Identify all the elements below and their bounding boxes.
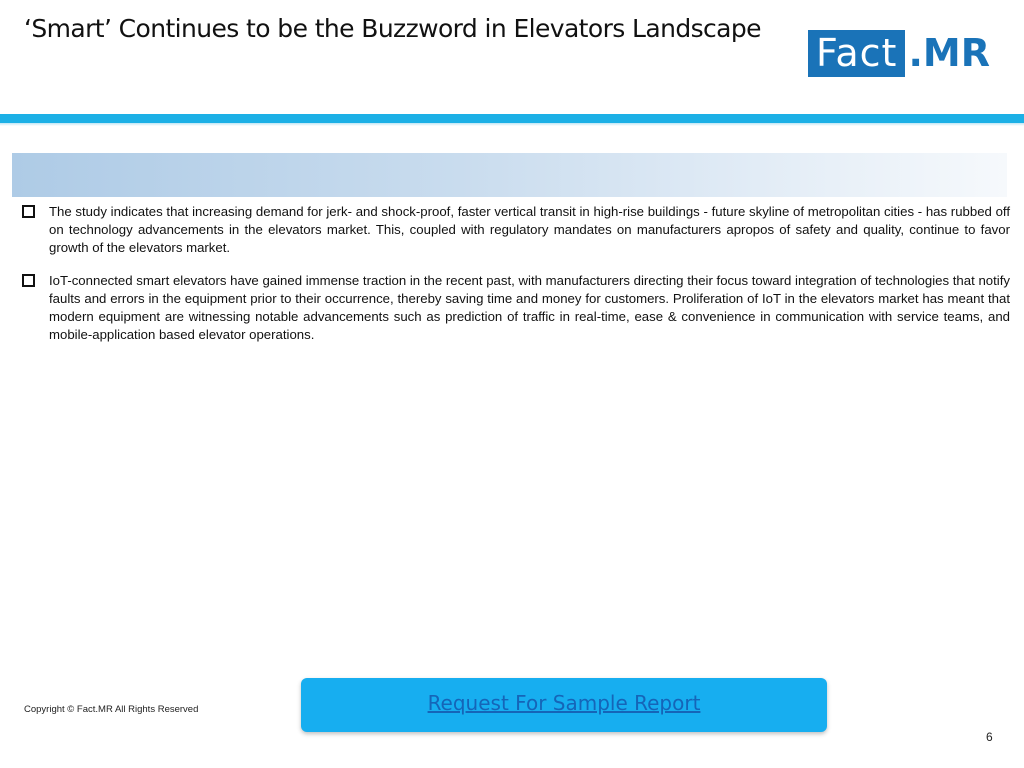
- page-number: 6: [986, 730, 993, 744]
- bullet-text: IoT-connected smart elevators have gained immense traction in the recent past, with manufacturers directing their focus toward integration of technologies that notify faults and errors in the equipment prior to their occurrence, thereby saving time and money for customers. Proliferation of IoT in the elevators market has meant that modern equipment are witnessing notable advancements such as prediction of traffic in real-time, ease & convenience in communication with service teams, and mobile-application based elevator operations.: [49, 272, 1010, 343]
- checkbox-icon: [22, 274, 35, 287]
- fact-mr-logo: [808, 30, 990, 77]
- checkbox-icon: [22, 205, 35, 218]
- list-item: [22, 272, 1010, 345]
- request-sample-report-button[interactable]: [301, 678, 827, 732]
- list-item: [22, 203, 1010, 258]
- logo-fact-text: Fact: [808, 30, 905, 77]
- request-sample-report-link[interactable]: Request For Sample Report: [427, 691, 701, 715]
- section-gradient-band: [12, 153, 1007, 197]
- bullet-text: The study indicates that increasing demand for jerk- and shock-proof, faster vertical transit in high-rise buildings - future skyline of metropolitan cities - has rubbed off on technology advancements in the elevators market. This, coupled with regulatory mandates on manufacturers apropos of safety and quality, continue to favor growth of the elevators market.: [49, 204, 1010, 256]
- copyright-text: Copyright © Fact.MR All Rights Reserved: [24, 704, 199, 715]
- header-divider: [0, 114, 1024, 123]
- header-divider-shadow: [0, 123, 1024, 126]
- bullet-list: [22, 203, 1010, 358]
- logo-mr-text: .MR: [908, 31, 990, 75]
- slide-title: ‘Smart’ Continues to be the Buzzword in Elevators Landscape: [24, 14, 761, 43]
